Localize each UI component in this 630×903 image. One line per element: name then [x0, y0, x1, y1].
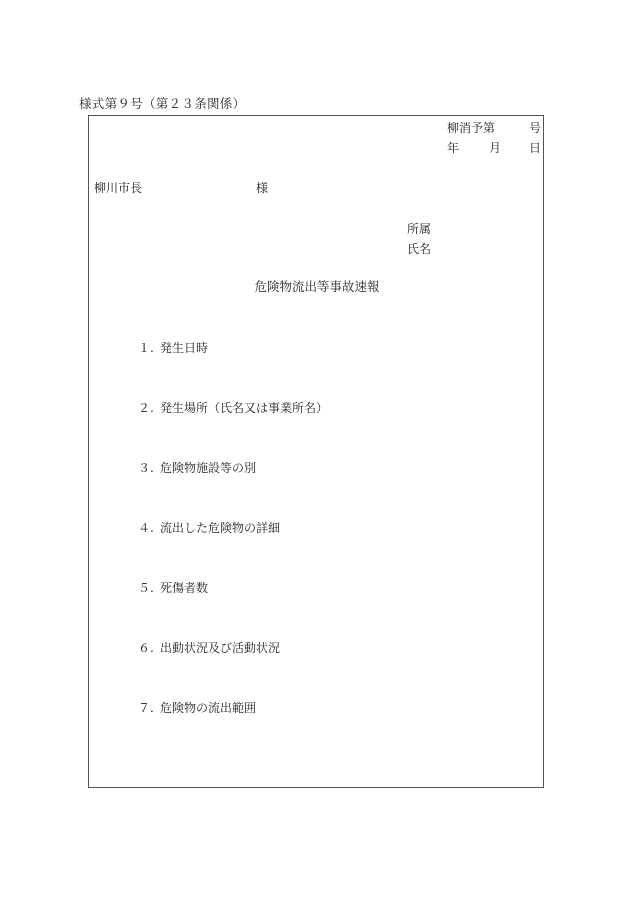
- date-month-label: 月: [489, 141, 502, 155]
- item-label: 危険物施設等の別: [160, 461, 257, 475]
- sender-affiliation-label: 所属: [407, 222, 432, 236]
- report-item-spilled-material-details: [138, 519, 280, 536]
- form-number-label: 様式第９号（第２３条関係）: [79, 96, 246, 111]
- report-item-spill-range: [138, 699, 256, 716]
- item-number: ４.: [138, 521, 154, 535]
- item-label: 出動状況及び活動状況: [160, 641, 281, 655]
- item-number: ３.: [138, 461, 154, 475]
- item-label: 発生日時: [160, 341, 209, 355]
- item-label: 死傷者数: [160, 581, 209, 595]
- item-label: 流出した危険物の詳細: [160, 521, 281, 535]
- report-item-casualties: [138, 579, 208, 596]
- item-number: １.: [138, 341, 154, 355]
- item-label: 発生場所（氏名又は事業所名）: [160, 401, 329, 415]
- document-number-suffix: 号: [529, 121, 542, 135]
- sender-name-label: 氏名: [407, 242, 432, 256]
- item-number: ２.: [138, 401, 154, 415]
- report-item-dispatch-activity: [138, 639, 280, 656]
- report-item-occurrence-datetime: [138, 339, 208, 356]
- report-item-facility-type: [138, 459, 256, 476]
- document-title: 危険物流出等事故速報: [254, 279, 380, 294]
- report-form-frame: [88, 115, 544, 788]
- date-day-label: 日: [529, 141, 542, 155]
- addressee-honorific: 様: [256, 181, 269, 195]
- item-number: ７.: [138, 701, 154, 715]
- addressee-name: 柳川市長: [94, 181, 143, 195]
- report-item-occurrence-location: [138, 399, 328, 416]
- item-number: ６.: [138, 641, 154, 655]
- date-year-label: 年: [447, 141, 460, 155]
- item-number: ５.: [138, 581, 154, 595]
- document-number-prefix: 柳消予第: [447, 121, 496, 135]
- item-label: 危険物の流出範囲: [160, 701, 257, 715]
